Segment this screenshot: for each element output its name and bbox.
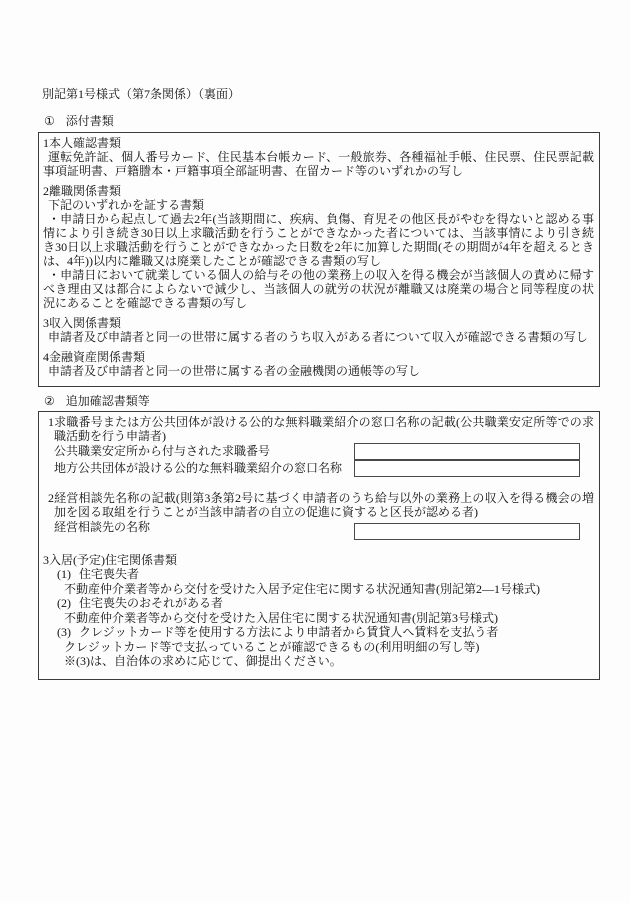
- section-number-2: ②: [44, 394, 55, 408]
- doc-group-title: 1本人確認書類: [43, 136, 122, 150]
- housing-subitem-1-body: 不動産仲介業者等から交付を受けた入居予定住宅に関する状況通知書(別記第2―1号様式): [64, 581, 540, 596]
- housing-subitem-3: [43, 625, 594, 640]
- business-consultation-heading: 2経営相談先名称の記載(則第3条第2号に基づく申請者のうち給与以外の業務上の収入を得る機会の増加を図る取組を行うことが当該申請者の自立の促進に資すると区長が認める者): [48, 491, 594, 519]
- section-additional-heading: [44, 394, 150, 408]
- jobseeker-number-label: 公共職業安定所から付与された求職番号: [54, 444, 271, 458]
- doc-group-paragraph: 運転免許証、個人番号カード、住民基本台帳カード、一般旅券、各種福祉手帳、住民票、住民票記載事項証明書、戸籍謄本・戸籍事項全部証明書、在留カード等のいずれかの写し: [43, 150, 594, 178]
- doc-group-paragraph: ・申請日から起点して過去2年(当該期間に、疾病、負傷、育児その他区長がやむを得ないと認める事情により引き続き30日以上求職活動を行うことができなかった者については、当該事情により引き続き30日以上求職活動を行うことができなかった日数を2年に加算した期間(その期間が4年を超えるときは、4年))以内に離職又は廃業したことが確認できる書類の写し: [43, 212, 594, 268]
- doc-group-title: 3収入関係書類: [43, 316, 122, 330]
- form-id-title: 別記第1号様式（第7条関係）（裏面）: [42, 87, 241, 101]
- housing-subitem-2: [43, 596, 594, 611]
- housing-submission-note: ※(3)は、自治体の求めに応じて、御提出ください。: [64, 654, 342, 668]
- doc-group-title: 4金融資産関係書類: [43, 350, 146, 364]
- subitem-title: 住宅喪失者: [79, 567, 140, 581]
- doc-group-paragraph: 申請者及び申請者と同一の世帯に属する者のうち収入がある者について収入が確認できる書類の写し: [48, 330, 588, 344]
- subitem-number: (2): [57, 596, 71, 610]
- free-referral-counter-name-input[interactable]: [354, 460, 580, 477]
- business-consultation-label: 経営相談先の名称: [54, 520, 151, 534]
- business-consultation-row: [43, 519, 594, 537]
- additional-documents-box: [38, 411, 600, 680]
- doc-group-title: 2離職関係書類: [43, 184, 122, 198]
- housing-subitem-3-body: クレジットカード等で支払っていることが確認できるもの(利用明細の写し等): [64, 639, 480, 654]
- doc-group-paragraph: 申請者及び申請者と同一の世帯に属する者の金融機関の通帳等の写し: [48, 364, 421, 378]
- section-attachments-heading: [44, 114, 114, 128]
- jobseeker-number-input[interactable]: [354, 443, 580, 460]
- jobseeker-registration-heading: 1求職番号または方公共団体が設ける公的な無料職業紹介の窓口名称の記載(公共職業安定所等での求職活動を行う申請者): [48, 415, 594, 443]
- attachments-documents-box: [38, 132, 600, 387]
- section-title-additional: 追加確認書類等: [65, 394, 150, 408]
- doc-group-income: [43, 316, 594, 344]
- subitem-number: (1): [57, 567, 71, 581]
- housing-subitem-1: [43, 567, 594, 582]
- housing-documents-list: [43, 567, 594, 669]
- housing-documents-heading: 3入居(予定)住宅関係書類: [43, 553, 177, 567]
- section-number-1: ①: [44, 114, 55, 128]
- housing-subitem-2-body: 不動産仲介業者等から交付を受けた入居住宅に関する状況通知書(別記第3号様式): [64, 610, 498, 625]
- doc-group-separation: [43, 184, 594, 310]
- doc-group-paragraph: 下記のいずれかを証する書類: [48, 198, 205, 212]
- subitem-title: 住宅喪失のおそれがある者: [79, 596, 224, 610]
- free-referral-counter-label: 地方公共団体が設ける公的な無料職業紹介の窓口名称: [54, 461, 343, 475]
- doc-group-identity: [43, 136, 594, 178]
- section-title-attachments: 添付書類: [65, 114, 114, 128]
- doc-group-paragraph: ・申請日において就業している個人の給与その他の業務上の収入を得る機会が当該個人の責めに帰すべき理由又は都合によらないで減少し、当該個人の就労の状況が離職又は廃業の場合と同等程度の状況にあることを確認できる書類の写し: [43, 268, 594, 310]
- free-referral-counter-row: [43, 460, 594, 477]
- subitem-title: クレジットカード等を使用する方法により申請者から賃貸人へ賃料を支払う者: [79, 625, 499, 639]
- doc-group-financial-assets: [43, 350, 594, 378]
- subitem-number: (3): [57, 625, 71, 639]
- business-consultation-name-input[interactable]: [354, 523, 580, 540]
- jobseeker-number-row: [43, 443, 594, 460]
